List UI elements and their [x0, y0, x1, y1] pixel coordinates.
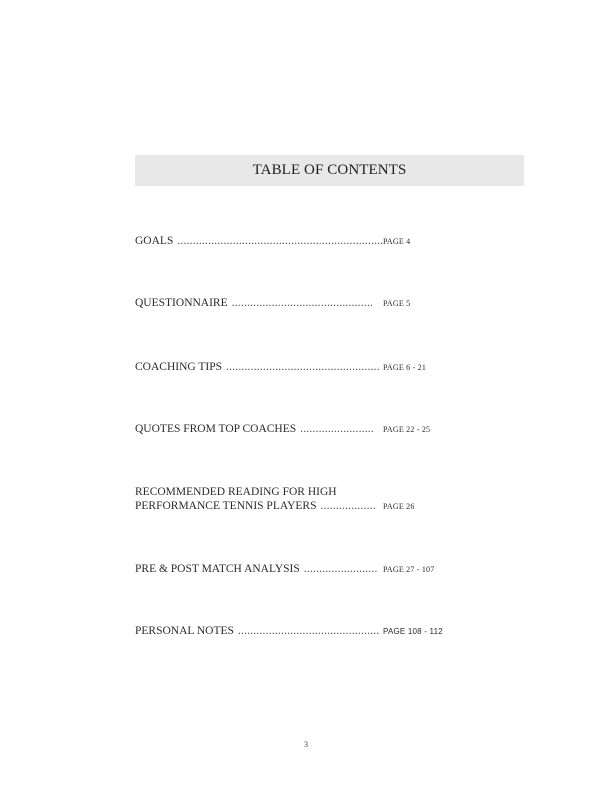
page-number: 3 — [304, 740, 308, 749]
toc-page-ref: PAGE 27 - 107 — [383, 565, 435, 574]
toc-entry-recommended-reading[interactable] — [135, 485, 465, 513]
toc-entry-title: QUOTES FROM TOP COACHES — [135, 423, 297, 435]
dot-leader: .................................................. — [226, 361, 380, 373]
toc-entry-questionnaire[interactable] — [135, 296, 465, 310]
toc-entry-goals[interactable] — [135, 234, 465, 248]
toc-page-ref: PAGE 5 — [383, 299, 411, 308]
toc-page-ref: PAGE 22 - 25 — [383, 425, 431, 434]
dot-leader: ................................................................... — [177, 235, 384, 247]
toc-page-ref: PAGE 108 - 112 — [383, 627, 443, 636]
page-title: TABLE OF CONTENTS — [252, 162, 407, 178]
toc-page-ref: PAGE 6 - 21 — [383, 363, 427, 372]
dot-leader: .................. — [320, 500, 376, 512]
toc-entry-match-analysis[interactable] — [135, 562, 465, 576]
dot-leader: ........................ — [303, 563, 378, 575]
toc-entry-title: QUESTIONNAIRE — [135, 297, 228, 309]
toc-entry-personal-notes[interactable] — [135, 624, 465, 638]
toc-entry-title: COACHING TIPS — [135, 361, 223, 373]
toc-page-ref: PAGE 26 — [383, 502, 415, 511]
dot-leader: .............................................. — [237, 625, 380, 637]
toc-entry-title: GOALS — [135, 235, 174, 247]
toc-entry-coaching-tips[interactable] — [135, 360, 465, 374]
toc-page-ref: PAGE 4 — [383, 237, 411, 246]
toc-entry-quotes[interactable] — [135, 422, 465, 436]
dot-leader: .............................................. — [231, 297, 374, 309]
toc-entry-title: PERFORMANCE TENNIS PLAYERS — [135, 500, 317, 512]
toc-entry-title: PRE & POST MATCH ANALYSIS — [135, 563, 300, 575]
dot-leader: ........................ — [300, 423, 374, 435]
toc-entry-title: PERSONAL NOTES — [135, 625, 234, 637]
toc-entry-title-line1: RECOMMENDED READING FOR HIGH — [135, 486, 337, 498]
title-band — [135, 155, 524, 186]
